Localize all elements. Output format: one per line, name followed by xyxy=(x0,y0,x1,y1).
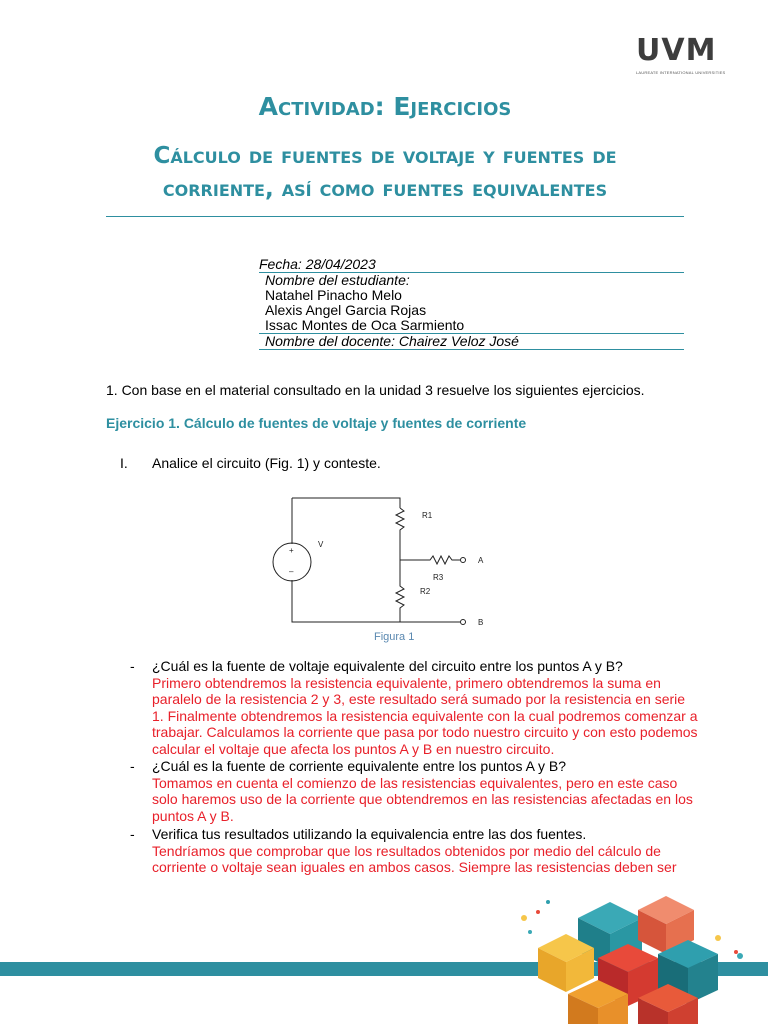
bullet-dash: - xyxy=(130,826,135,842)
top-wire xyxy=(292,498,400,508)
document-subtitle xyxy=(90,140,680,206)
bottom-wire xyxy=(292,580,460,622)
student-name: Issac Montes de Oca Sarmiento xyxy=(265,317,465,333)
title-divider xyxy=(106,216,684,217)
bullet-dash: - xyxy=(130,758,135,774)
terminal-a xyxy=(461,558,466,563)
label-v: V xyxy=(318,540,324,549)
terminal-b xyxy=(461,620,466,625)
question-text: Verifica tus resultados utilizando la equivalencia entre las dos fuentes. xyxy=(152,826,587,842)
circuit-diagram xyxy=(272,492,496,628)
teacher-name: Nombre del docente: Chairez Veloz José xyxy=(265,333,519,349)
subtitle-line-1: Cálculo de fuentes de voltaje y fuentes de xyxy=(153,143,617,169)
r3-zigzag xyxy=(400,556,460,564)
question-text: ¿Cuál es la fuente de corriente equivalente entre los puntos A y B? xyxy=(152,758,567,774)
student-name: Alexis Angel Garcia Rojas xyxy=(265,302,427,318)
decorative-cubes xyxy=(508,888,768,1024)
meta-divider xyxy=(259,349,684,350)
item-text: Analice el circuito (Fig. 1) y conteste. xyxy=(152,455,381,471)
student-name: Natahel Pinacho Melo xyxy=(265,287,402,303)
source-minus: – xyxy=(289,567,294,576)
label-b: B xyxy=(478,618,484,627)
r1-zigzag xyxy=(396,508,404,560)
answer-text: Primero obtendremos la resistencia equivalente, primero obtendremos la suma en paralelo de la resistencia 2 y 3, este resultado será sumado por la resistencia en serie 1. Finalmente obtendremos la resistencia equivalente con la cual podremos comenzar a trabajar. Calculamos la corriente que pasa por todo nuestro circuito y con esto podemos calcular el voltaje que afecta los puntos A y B en nuestro circuito. xyxy=(152,674,698,757)
label-r1: R1 xyxy=(422,511,433,520)
logo-text: UVM xyxy=(636,33,717,68)
label-r2: R2 xyxy=(420,587,431,596)
source-plus: + xyxy=(289,546,294,555)
answer-text: Tendríamos que comprobar que los resultados obtenidos por medio del cálculo de corriente o voltaje sean iguales en ambos casos. Siempre las resistencias deben ser xyxy=(152,842,677,875)
r2-zigzag xyxy=(396,560,404,622)
question-item xyxy=(130,758,700,824)
question-item xyxy=(130,658,700,757)
instruction-text: 1. Con base en el material consultado en la unidad 3 resuelve los siguientes ejercicios. xyxy=(106,382,645,398)
activity-title: Actividad: Ejercicios xyxy=(258,92,512,121)
question-item xyxy=(130,826,700,876)
meta-block xyxy=(259,257,684,350)
answer-text: Tomamos en cuenta el comienzo de las resistencias equivalentes, pero en este caso solo haremos uso de la corriente que obtendremos en las resistencias afectadas en los puntos A y B. xyxy=(152,774,693,824)
student-label: Nombre del estudiante: xyxy=(265,272,410,288)
bullet-dash: - xyxy=(130,658,135,674)
label-a: A xyxy=(478,556,484,565)
figure-caption: Figura 1 xyxy=(374,631,415,643)
label-r3: R3 xyxy=(433,573,444,582)
question-text: ¿Cuál es la fuente de voltaje equivalente del circuito entre los puntos A y B? xyxy=(152,658,623,674)
logo-tagline: LAUREATE INTERNATIONAL UNIVERSITIES xyxy=(636,70,726,75)
date-text: Fecha: 28/04/2023 xyxy=(259,256,376,272)
subtitle-line-2: corriente, así como fuentes equivalentes xyxy=(162,176,608,202)
item-marker: I. xyxy=(120,455,128,471)
section-title: Ejercicio 1. Cálculo de fuentes de voltaje y fuentes de corriente xyxy=(106,415,527,431)
cube-cluster xyxy=(538,896,718,1024)
uvm-logo xyxy=(636,33,726,76)
